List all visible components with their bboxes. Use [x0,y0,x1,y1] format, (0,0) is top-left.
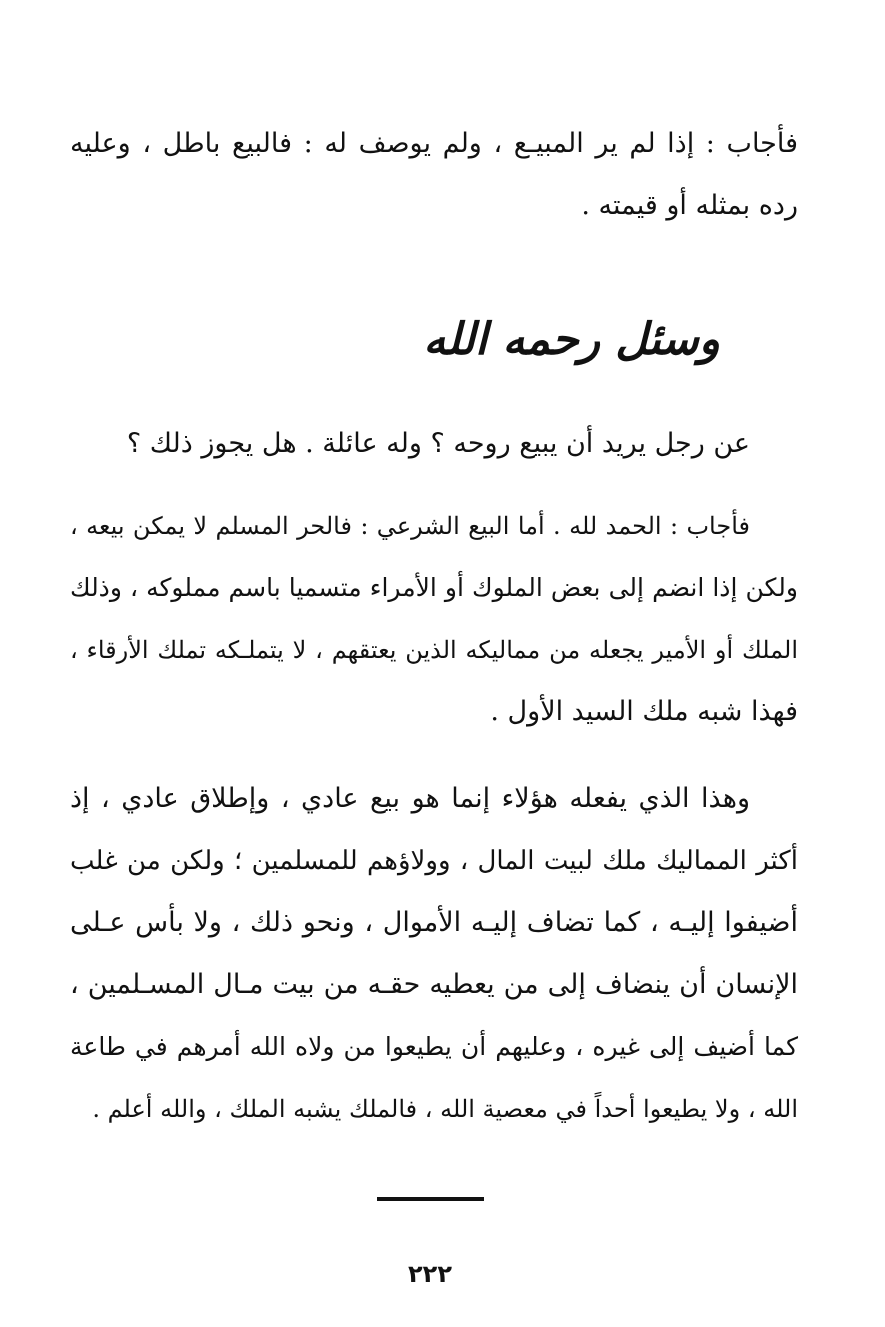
text-line: فأجاب : الحمد لله . أما البيع الشرعي : فالحر المسلم لا يمكن بيعه ، [70,512,750,540]
text-line: الإنسان أن ينضاف إلى من يعطيه حقـه من بيت مـال المسـلمين ، [70,969,798,1000]
text-line: الله ، ولا يطيعوا أحداً في معصية الله ، فالملك يشبه الملك ، والله أعلم . [92,1095,798,1123]
text-line: ولكن إذا انضم إلى بعض الملوك أو الأمراء متسميا باسم مملوكه ، وذلك [70,573,798,602]
page-number: ٢٢٢ [408,1260,452,1288]
text-line: فأجاب : إذا لم ير المبيـع ، ولم يوصف له : فالبيع باطل ، وعليه [70,128,798,159]
text-line: كما أضيف إلى غيره ، وعليهم أن يطيعوا من ولاه الله أمرهم في طاعة [70,1032,798,1061]
text-line: أكثر المماليك ملك لبيت المال ، وولاؤهم للمسلمين ؛ ولكن من غلب [70,846,798,876]
text-line: أضيفوا إليـه ، كما تضاف إليـه الأموال ، ونحو ذلك ، ولا بأس عـلى [70,907,798,938]
text-line: رده بمثله أو قيمته . [581,190,798,221]
answer-paragraph-2 [70,495,798,743]
text-line: وهذا الذي يفعله هؤلاء إنما هو بيع عادي ، وإطلاق عادي ، إذ [70,783,750,814]
question-paragraph [70,413,798,475]
paragraph-3 [70,768,798,1140]
footer-divider [377,1197,484,1201]
answer-paragraph-1 [70,113,798,237]
text-line: فهذا شبه ملك السيد الأول . [490,696,798,727]
section-heading: وسئل رحمه الله [423,314,720,365]
text-line: الملك أو الأمير يجعله من مماليكه الذين يعتقهم ، لا يتملـكه تملك الأرقاء ، [70,636,798,664]
text-line: عن رجل يريد أن يبيع روحه ؟ وله عائلة . هل يجوز ذلك ؟ [126,428,750,459]
